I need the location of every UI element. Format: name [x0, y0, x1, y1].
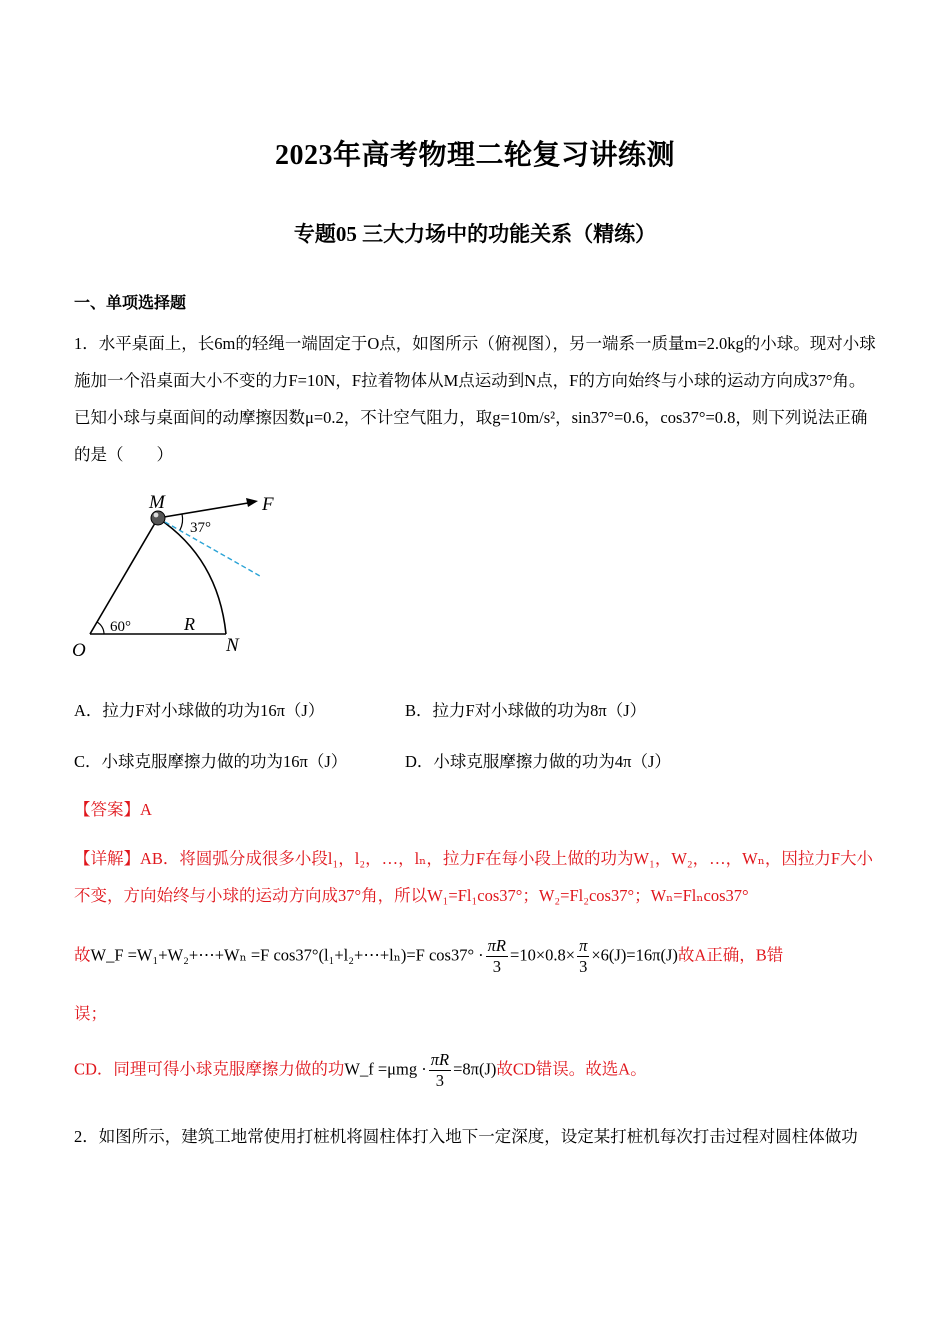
fraction-2-denominator: 3 — [579, 957, 588, 976]
label-60: 60° — [110, 619, 131, 635]
ball-highlight — [154, 513, 159, 518]
detail-label: 【详解】 — [74, 849, 140, 868]
formula-2-left: W_f =μmg · — [344, 1059, 427, 1079]
fraction-2-numerator: π — [579, 936, 588, 955]
option-d: D．小球克服摩擦力做的功为4π（J） — [405, 752, 671, 771]
fraction-1-numerator: πR — [487, 936, 507, 955]
angle-arc-60 — [97, 622, 104, 634]
label-O: O — [72, 640, 86, 661]
formula-1-suffix: 故A正确，B错 — [677, 945, 784, 965]
formula-2-prefix: CD．同理可得小球克服摩擦力做的功 — [74, 1059, 345, 1079]
page-title: 2023年高考物理二轮复习讲练测 — [274, 140, 675, 171]
question-1-text: 水平桌面上，长6m的轻绳一端固定于O点，如图所示（俯视图），另一端系一质量m=2.0kg的小球。现对小球施加一个沿桌面大小不变的力F=10N，F拉着物体从M点运动到N点，F的方向始终与小球的运动方向成37°角。已知小球与桌面间的动摩擦因数μ=0.2，不计空气阻力，取g=10m/s²，sin37°=0.6，cos37°=0.8，则下列说法正确的是（ ） — [74, 334, 876, 464]
answer-line — [74, 796, 152, 820]
detail-text: AB．将圆弧分成很多小段l₁，l₂，…，lₙ，拉力F在每小段上做的功为W₁，W₂，…，Wₙ，因拉力F大小不变，方向始终与小球的运动方向成37°角，所以W₁=Fl₁cos37°；W₂=Fl₂cos37°；Wₙ=Flₙcos37° — [74, 849, 874, 905]
label-37: 37° — [190, 520, 211, 536]
question-2-stem: 2．如图所示，建筑工地常使用打桩机将圆柱体打入地下一定深度，设定某打桩机每次打击过程对圆柱体做功 — [74, 1127, 858, 1146]
label-N: N — [226, 635, 239, 656]
ball-circle — [151, 511, 165, 525]
label-F: F — [262, 494, 274, 515]
label-M: M — [149, 492, 165, 513]
question-1-figure — [70, 488, 290, 663]
section-heading: 一、单项选择题 — [74, 295, 187, 312]
fraction-1-denominator: 3 — [492, 957, 501, 976]
question-1-number: 1． — [74, 334, 99, 353]
formula-1-right: ×6(J)=16π(J) — [591, 945, 678, 965]
answer-label: 【答案】 — [74, 800, 140, 819]
formula-1-line — [74, 936, 783, 977]
rope-line — [90, 518, 158, 634]
force-arrow-head — [246, 498, 258, 507]
force-arrow-line — [158, 503, 248, 518]
formula-2-line — [74, 1050, 647, 1091]
formula-1-tail: 误； — [74, 1004, 107, 1023]
page-subtitle: 专题05 三大力场中的功能关系（精练） — [293, 222, 657, 246]
formula-1-left: W_F =W₁+W₂+⋯+Wₙ =F cos37°(l₁+l₂+⋯+lₙ)=F cos37° · — [90, 945, 484, 965]
fraction-3-numerator: πR — [430, 1050, 450, 1069]
option-c: C．小球克服摩擦力做的功为16π（J） — [74, 752, 348, 771]
detail-paragraph — [74, 840, 880, 914]
answer-value: A — [140, 800, 152, 819]
option-b: B．拉力F对小球做的功为8π（J） — [405, 701, 647, 720]
formula-2-fraction — [429, 1050, 451, 1091]
label-R: R — [184, 614, 195, 634]
formula-2-suffix: 故CD错误。故选A。 — [496, 1059, 647, 1079]
formula-2-right: =8π(J) — [453, 1059, 497, 1079]
option-a: A．拉力F对小球做的功为16π（J） — [74, 701, 325, 720]
fraction-3-denominator: 3 — [435, 1071, 445, 1090]
formula-1-fraction-1 — [486, 936, 508, 977]
formula-1-fraction-2 — [577, 936, 589, 977]
question-1-stem — [74, 325, 880, 473]
formula-1-mid: =10×0.8× — [510, 945, 576, 965]
angle-arc-37 — [180, 514, 183, 530]
formula-1-prefix: 故 — [74, 945, 91, 965]
